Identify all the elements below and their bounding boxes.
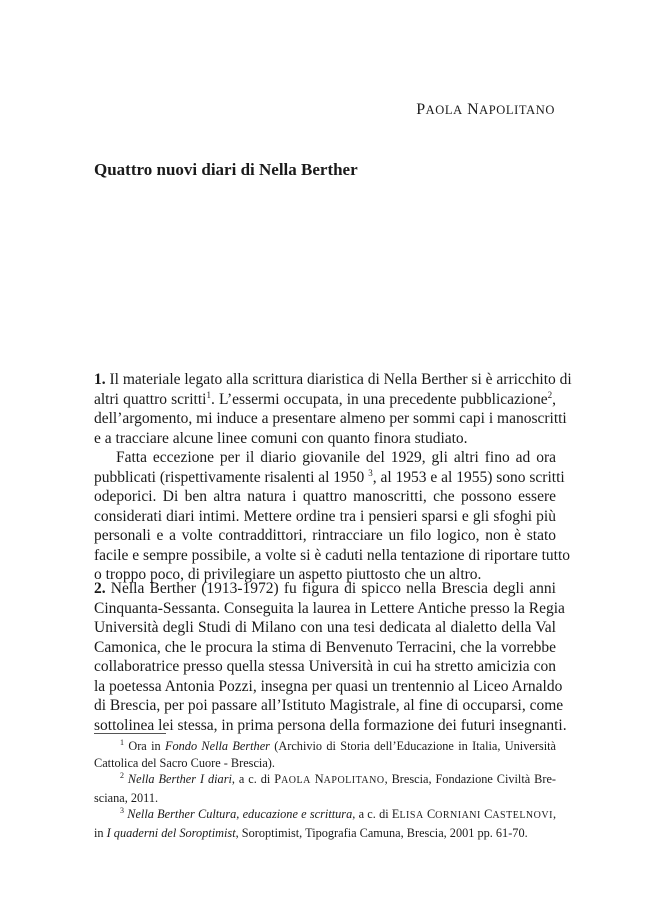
paragraph-line: odeporici. Di ben altra natura i quattro manoscritti, che possono essere [94,488,556,505]
footnote-ref: 1 [206,389,211,400]
paragraph-line: 1. Il materiale legato alla scrittura diaristica di Nella Berther si è arricchito di [94,371,572,388]
paragraph-line: la poetessa Antonia Pozzi, insegna per quasi un trentennio al Liceo Arnaldo [94,677,563,695]
paragraph-line: Università degli Studi di Milano con una tesi dedicata al dialetto della Val [94,619,556,636]
paragraph-line: Cinquanta-Sessanta. Conseguita la laurea in Lettere Antiche presso la Regia [94,599,565,617]
paragraph-line: 2. Nella Berther (1913-1972) fu figura di spicco nella Brescia degli anni [94,580,556,597]
paragraph-line: dell’argomento, mi induce a presentare almeno per sommi capi i manoscritti [94,410,567,427]
section-number: 2. [94,580,106,597]
footnotes [94,738,556,841]
footnote-2-cont: sciana, 2011. [94,790,159,805]
footnote-divider [94,733,166,734]
section-1 [94,370,572,585]
paragraph-line: collaboratrice presso quella stessa Università in cui ha stretto amicizia con [94,658,556,675]
footnote-2: $^2$ Nella Berther I diari, a c. di PAOLA NAPOLITANO, Brescia, Fondazione Civiltà Bre- [120,770,556,786]
paragraph-line: pubblicati (rispettivamente risalenti al 1950 $^3$, al 1953 e al 1955) sono scritti [94,467,565,486]
paragraph-line: sottolinea lei stessa, in prima persona della formazione dei futuri insegnanti. [94,716,567,734]
paragraph-line: o troppo poco, di privilegiare un aspetto piuttosto che un altro. [94,566,482,583]
section-2 [94,579,567,735]
footnote-3-cont: in I quaderni del Soroptimist, Soroptimist, Tipografia Camuna, Brescia, 2001 pp. 61-70. [94,825,528,840]
paragraph-line: di Brescia, per poi passare all’Istituto Magistrale, al fine di occuparsi, come [94,697,564,714]
paragraph-line: Camonica, che le procura la stima di Benvenuto Terracini, che la vorrebbe [94,638,556,656]
paragraph-line: facile e sempre possibile, a volte si è caduti nella tentazione di riportare tutto [94,546,571,564]
paragraph-line: considerati diari intimi. Mettere ordine tra i pensieri sparsi e gli sfoghi più [94,507,556,525]
footnote-1-cont: Cattolica del Sacro Cuore - Brescia). [94,755,275,770]
footnote-ref: 3 [368,467,373,478]
footnote-1: $^1$ Ora in Fondo Nella Berther (Archivio di Storia dell’Educazione in Italia, Università [120,737,556,753]
footnote-3: $^3$ Nella Berther Cultura, educazione e scrittura, a c. di ELISA CORNIANI CASTELNOVI, [120,805,557,821]
article-title: Quattro nuovi diari di Nella Berther [94,160,358,179]
section-number: 1. [94,371,106,388]
paragraph-line: e a tracciare alcune linee comuni con quanto finora studiato. [94,429,468,447]
paragraph-line: Fatta eccezione per il diario giovanile del 1929, gli altri fino ad ora [116,449,556,466]
author-name: PAOLA NAPOLITANO [416,101,555,118]
paragraph-line: personali e a volte contraddittori, rintracciare un filo logico, non è stato [94,527,556,544]
paragraph-line: altri quattro scritti$^1$. L’essermi occupata, in una precedente pubblicazione$^2$, [94,389,556,408]
footnote-ref: 2 [547,389,553,400]
